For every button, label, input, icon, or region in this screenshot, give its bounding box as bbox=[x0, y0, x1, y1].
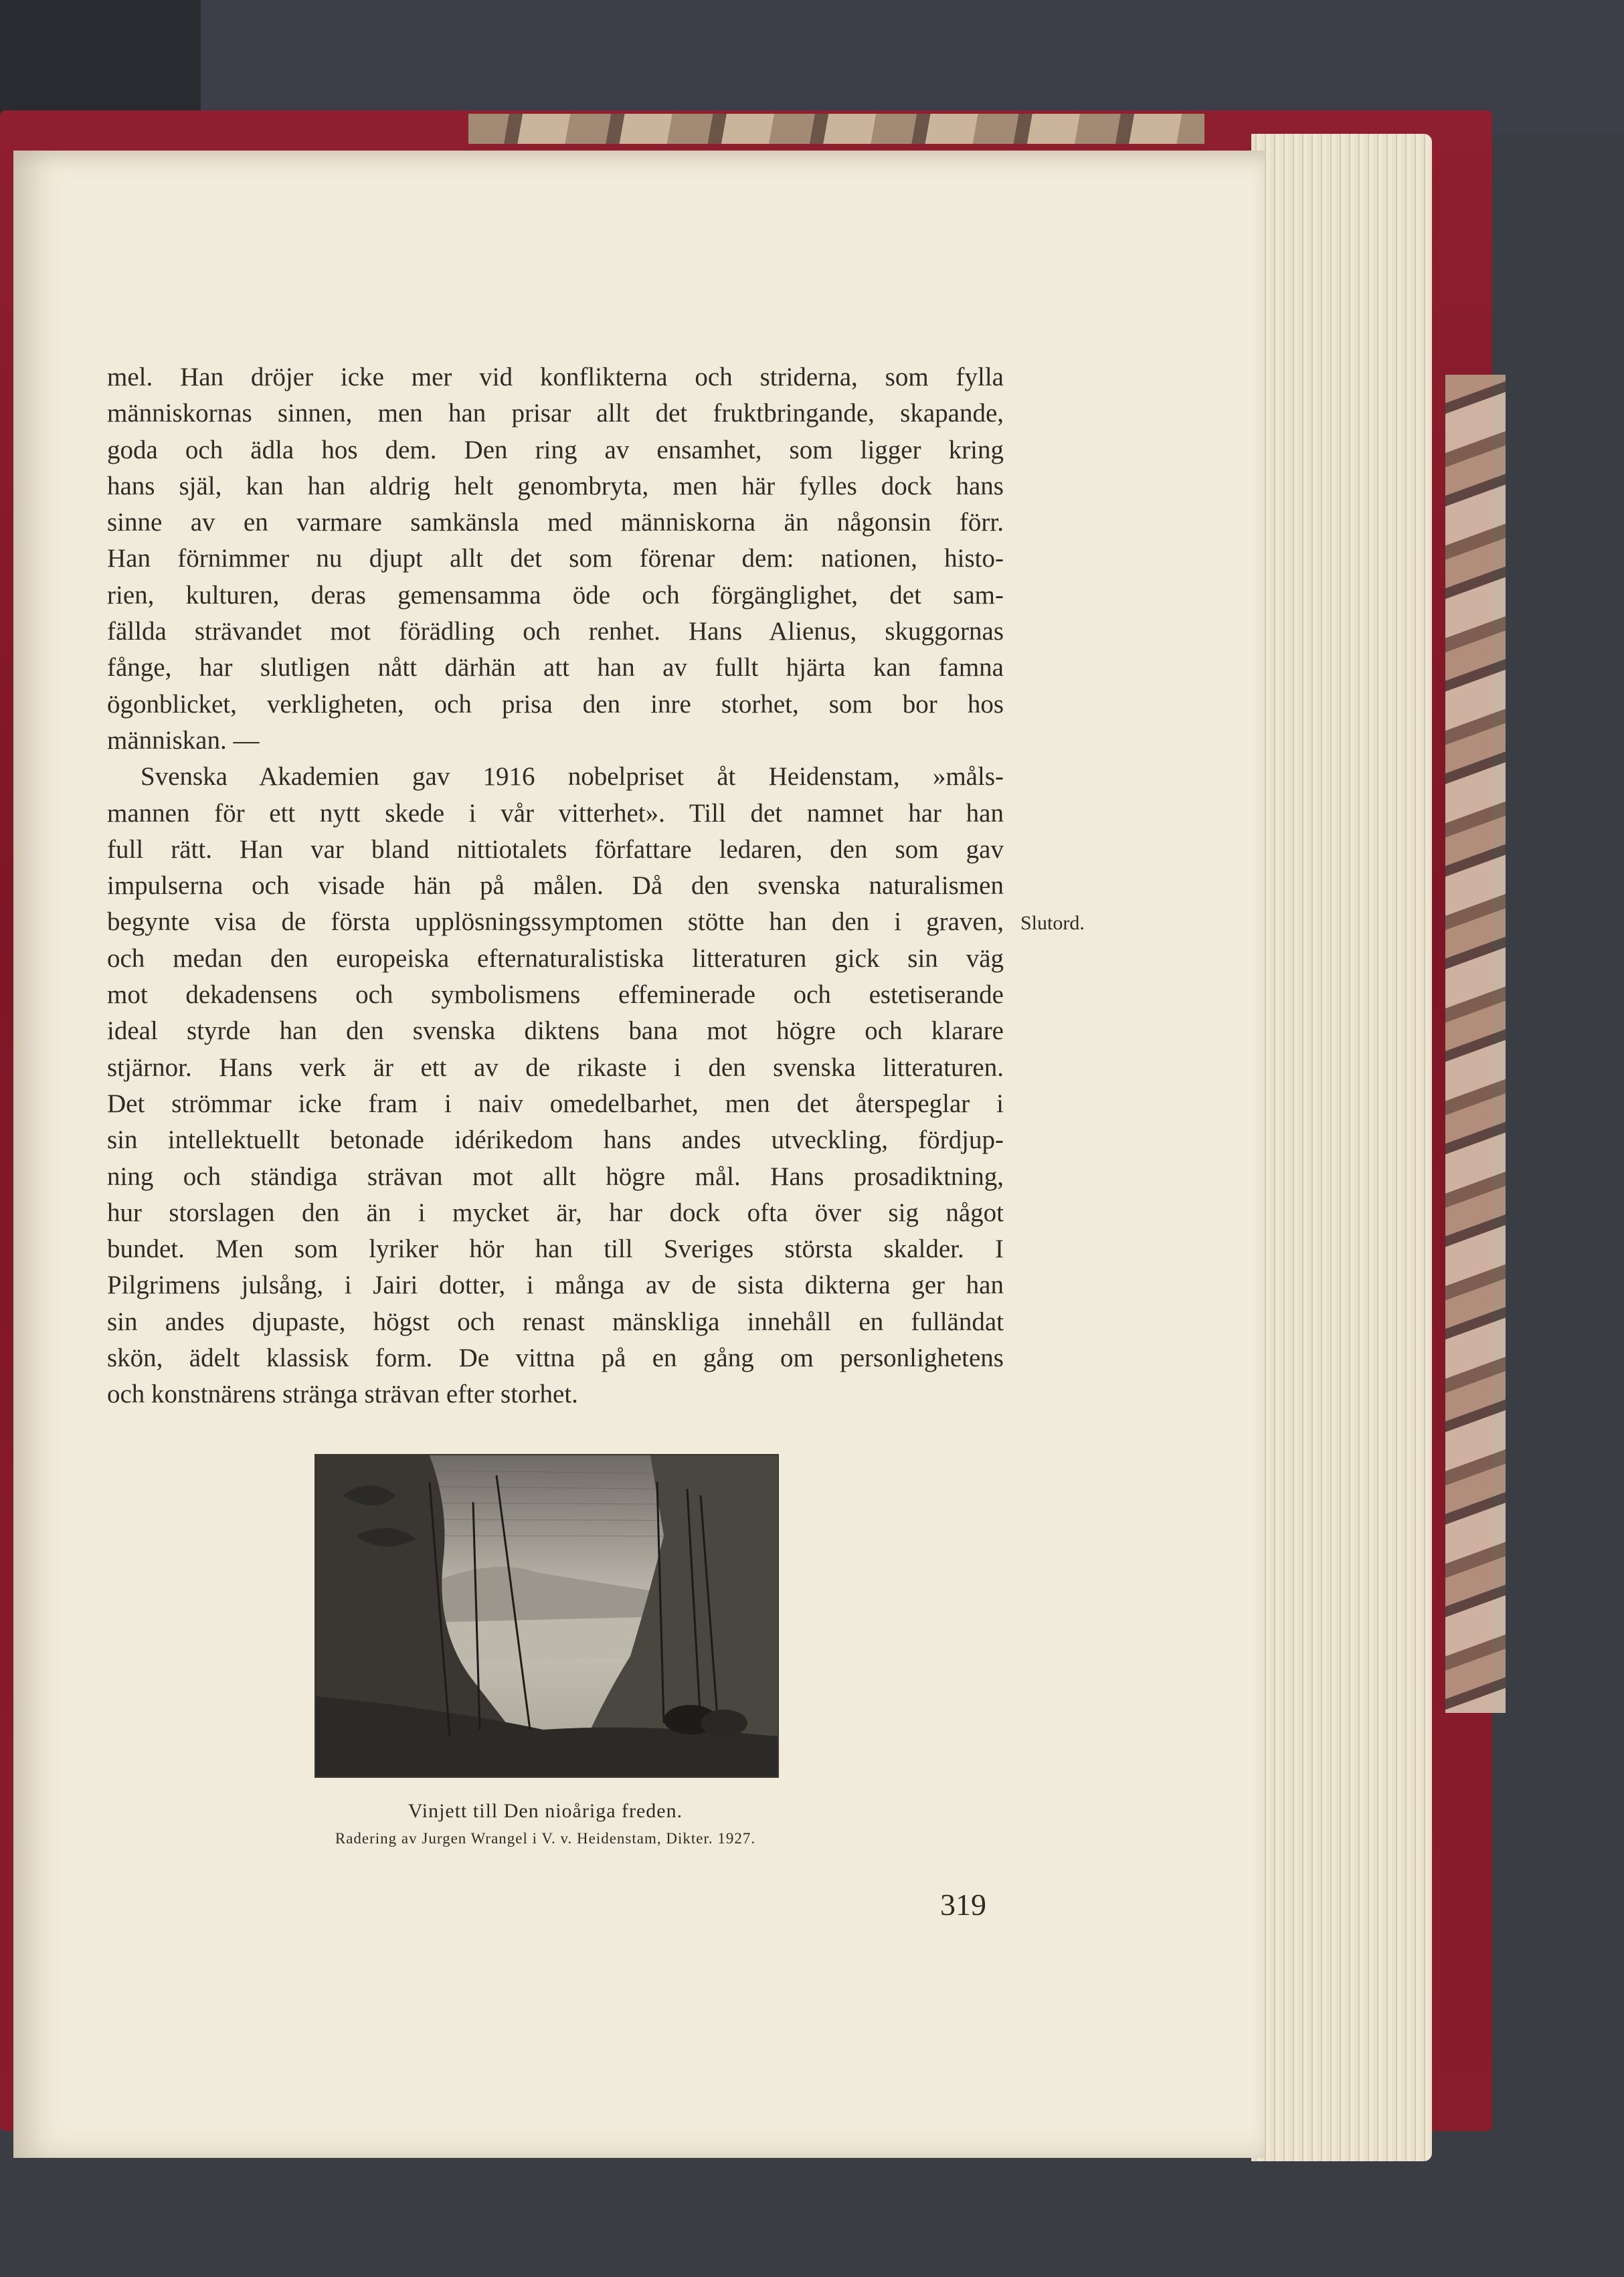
text-line: människan. — bbox=[107, 725, 260, 755]
text-line: begynte visa de första upplösningssymptomen stötte han den i graven, bbox=[107, 907, 1004, 937]
marbled-endpaper bbox=[1445, 375, 1506, 1713]
text-line: sin intellektuellt betonade idérikedom hans andes utveckling, fördjup- bbox=[107, 1125, 1004, 1155]
text-line: stjärnor. Hans verk är ett av de rikaste i den svenska litteraturen. bbox=[107, 1053, 1004, 1082]
text-line: fällda strävandet mot förädling och renhet. Hans Alienus, skuggornas bbox=[107, 617, 1004, 646]
text-line: goda och ädla hos dem. Den ring av ensamhet, som ligger kring bbox=[107, 435, 1004, 464]
text-line: och medan den europeiska efternaturalistiska litteraturen gick sin väg bbox=[107, 943, 1004, 973]
etching-image bbox=[316, 1455, 778, 1777]
text-line: bundet. Men som lyriker hör han till Sveriges största skalder. I bbox=[107, 1235, 1004, 1264]
illustration-caption: Vinjett till Den nioåriga freden. bbox=[408, 1800, 683, 1822]
illustration-credit: Radering av Jurgen Wrangel i V. v. Heidenstam, Dikter. 1927. bbox=[335, 1830, 756, 1847]
page-edges bbox=[1251, 134, 1432, 2161]
etching-illustration bbox=[314, 1454, 779, 1778]
text-line: hur storslagen den än i mycket är, har dock ofta över sig något bbox=[107, 1198, 1004, 1227]
text-line: sin andes djupaste, högst och renast mänskliga innehåll en fulländat bbox=[107, 1307, 1004, 1336]
text-line: skön, ädelt klassisk form. De vittna på en gång om personlighetens bbox=[107, 1344, 1004, 1373]
text-line: ideal styrde han den svenska diktens bana mot högre och klarare bbox=[107, 1016, 1004, 1046]
book-page bbox=[13, 151, 1265, 2158]
text-line: och konstnärens stränga strävan efter storhet. bbox=[107, 1380, 578, 1409]
text-line: rien, kulturen, deras gemensamma öde och förgänglighet, det sam- bbox=[107, 580, 1004, 610]
text-line: Pilgrimens julsång, i Jairi dotter, i många av de sista dikterna ger han bbox=[107, 1271, 1004, 1300]
text-line: Svenska Akademien gav 1916 nobelpriset åt Heidenstam, »måls- bbox=[141, 762, 1004, 792]
marbled-edge-top bbox=[468, 114, 1204, 144]
text-line: fånge, har slutligen nått därhän att han av fullt hjärta kan famna bbox=[107, 653, 1004, 682]
text-line: mel. Han dröjer icke mer vid konflikterna och striderna, som fylla bbox=[107, 363, 1004, 391]
text-line: människornas sinnen, men han prisar allt det fruktbringande, skapande, bbox=[107, 399, 1004, 428]
margin-note: Slutord. bbox=[1020, 912, 1085, 934]
text-line: ögonblicket, verkligheten, och prisa den inre storhet, som bor hos bbox=[107, 689, 1004, 719]
text-line: impulserna och visade hän på målen. Då den svenska naturalismen bbox=[107, 871, 1004, 901]
text-line: mannen för ett nytt skede i vår vitterhet». Till det namnet har han bbox=[107, 798, 1004, 828]
text-line: Det strömmar icke fram i naiv omedelbarhet, men det återspeglar i bbox=[107, 1089, 1004, 1118]
text-line: mot dekadensens och symbolismens effeminerade och estetiserande bbox=[107, 980, 1004, 1010]
text-line: full rätt. Han var bland nittiotalets författare ledaren, den som gav bbox=[107, 834, 1004, 864]
page-number: 319 bbox=[940, 1888, 986, 1922]
text-line: sinne av en varmare samkänsla med människorna än någonsin förr. bbox=[107, 508, 1004, 537]
text-line: ning och ständiga strävan mot allt högre mål. Hans prosadiktning, bbox=[107, 1162, 1004, 1191]
text-line: hans själ, kan han aldrig helt genombryta, men här fylles dock hans bbox=[107, 471, 1004, 500]
text-line: Han förnimmer nu djupt allt det som förenar dem: nationen, histo- bbox=[107, 544, 1004, 573]
body-text bbox=[107, 359, 1004, 1413]
